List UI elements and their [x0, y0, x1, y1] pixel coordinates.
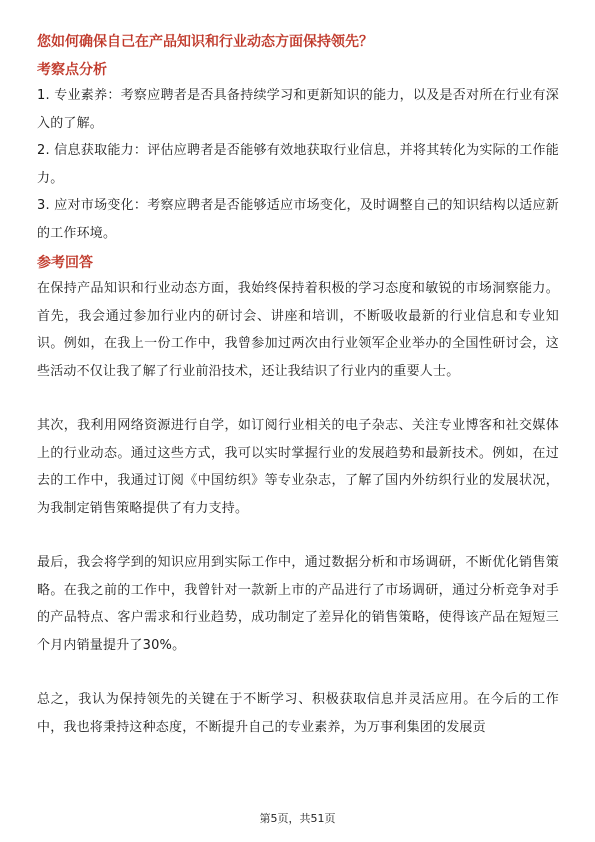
- answer-paragraph: 在保持产品知识和行业动态方面，我始终保持着积极的学习态度和敏锐的市场洞察能力。首先，我会通过参加行业内的研讨会、讲座和培训，不断吸收最新的行业信息和专业知识。例如，在我上一份工作中，我曾参加过两次由行业领军企业举办的全国性研讨会，这些活动不仅让我了解了行业前沿技术，还让我结识了行业内的重要人士。: [37, 281, 559, 379]
- analysis-point: 1. 专业素养：考察应聘者是否具备持续学习和更新知识的能力，以及是否对所在行业有深入的了解。: [37, 88, 559, 131]
- answer-paragraph: 其次，我利用网络资源进行自学，如订阅行业相关的电子杂志、关注专业博客和社交媒体上的行业动态。通过这些方式，我可以实时掌握行业的发展趋势和最新技术。例如，在过去的工作中，我通过订阅《中国纺织》等专业杂志，了解了国内外纺织行业的发展状况，为我制定销售策略提供了有力支持。: [37, 418, 559, 516]
- analysis-point: 3. 应对市场变化：考察应聘者是否能够适应市场变化，及时调整自己的知识结构以适应新的工作环境。: [37, 198, 559, 241]
- answer-title: 参考回答: [37, 255, 93, 271]
- question-heading: 您如何确保自己在产品知识和行业动态方面保持领先？: [37, 34, 373, 50]
- answer-paragraph: 总之，我认为保持领先的关键在于不断学习、积极获取信息并灵活应用。在今后的工作中，我也将秉持这种态度，不断提升自己的专业素养，为万事利集团的发展贡: [37, 692, 559, 735]
- analysis-point: 2. 信息获取能力：评估应聘者是否能够有效地获取行业信息，并将其转化为实际的工作能力。: [37, 143, 559, 186]
- answer-paragraph: 最后，我会将学到的知识应用到实际工作中，通过数据分析和市场调研，不断优化销售策略。在我之前的工作中，我曾针对一款新上市的产品进行了市场调研，通过分析竞争对手的产品特点、客户需求和行业趋势，成功制定了差异化的销售策略，使得该产品在短短三个月内销量提升了30%。: [37, 555, 559, 653]
- document-page: [37, 30, 559, 741]
- page-number-footer: 第5页，共51页: [259, 812, 336, 825]
- analysis-title: 考察点分析: [37, 62, 107, 78]
